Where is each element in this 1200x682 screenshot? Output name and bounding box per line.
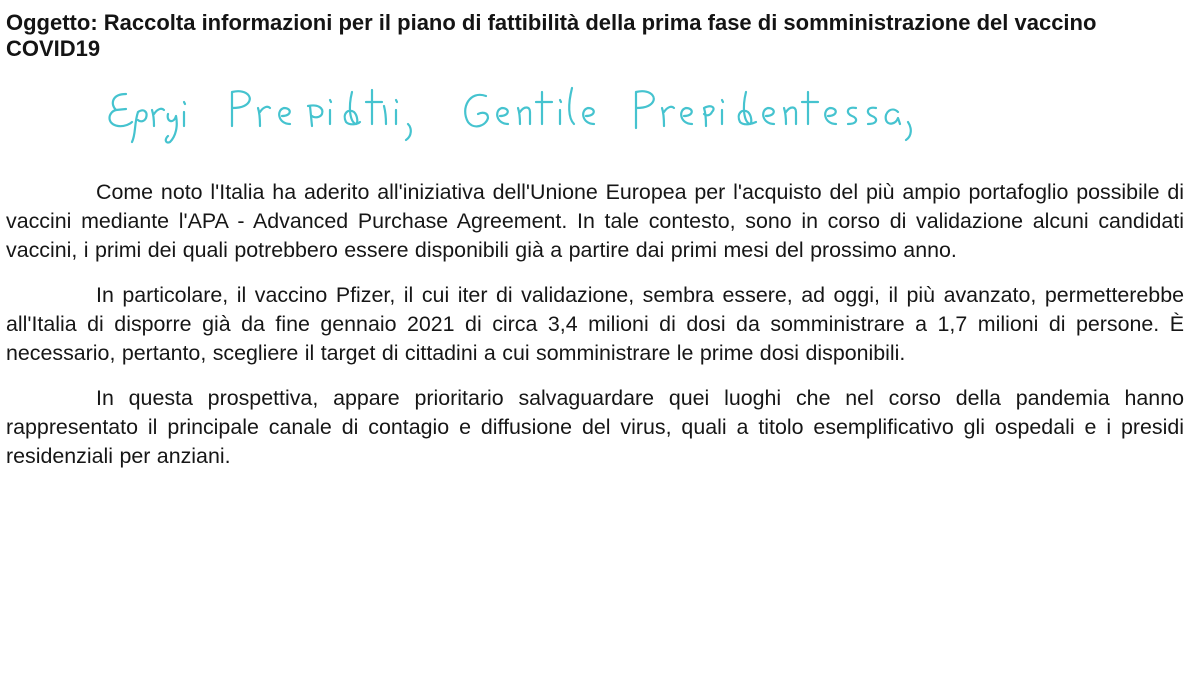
handwritten-salutation [96,78,1096,152]
handwritten-salutation-scribble [96,78,1096,152]
body-paragraph-2: In particolare, il vaccino Pfizer, il cui iter di validazione, sembra essere, ad oggi, il più avanzato, permetterebbe all'Italia di disporre già da fine gennaio 2021 di circa 3,4 milioni di dosi da somministrare a 1,7 milioni di persone. È necessario, pertanto, scegliere il target di cittadini a cui somministrare le prime dosi disponibili. [6,283,1184,365]
body-paragraph-3: In questa prospettiva, appare prioritario salvaguardare quei luoghi che nel corso della pandemia hanno rappresentato il principale canale di contagio e diffusione del virus, quali a titolo esemplificativo gli ospedali e i presidi residenziali per anziani. [6,386,1184,468]
letter-body [6,178,1184,471]
body-paragraph-1: Come noto l'Italia ha aderito all'iniziativa dell'Unione Europea per l'acquisto del più ampio portafoglio possibile di vaccini mediante l'APA - Advanced Purchase Agreement. In tale contesto, sono in corso di validazione alcuni candidati vaccini, i primi dei quali potrebbero essere disponibili già a partire dai primi mesi del prossimo anno. [6,180,1184,262]
letter-subject: Oggetto: Raccolta informazioni per il piano di fattibilità della prima fase di somministrazione del vaccino COVID19 [6,10,1097,61]
